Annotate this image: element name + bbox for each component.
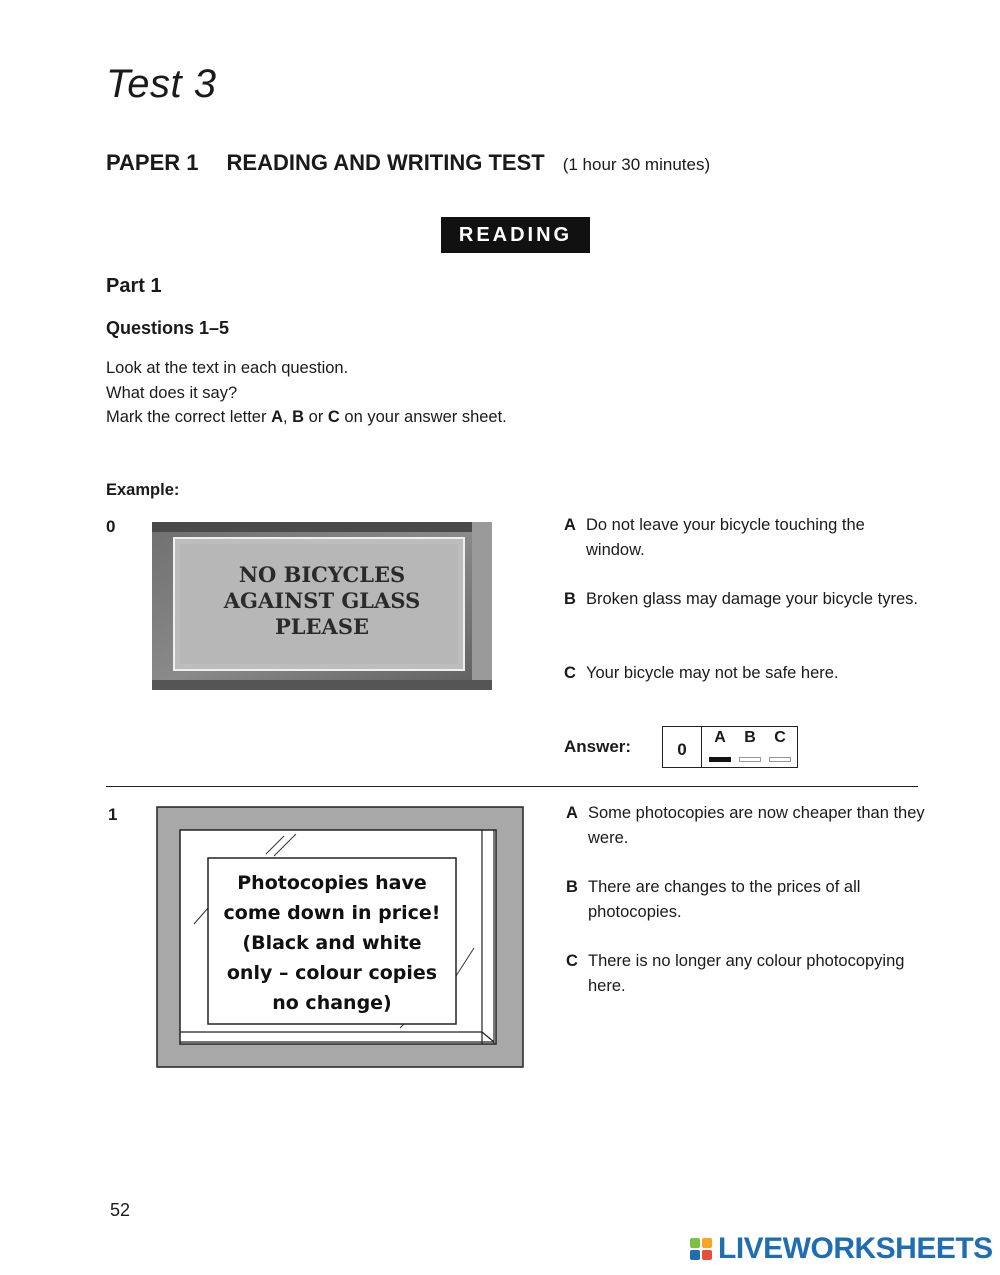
sign-line-3: PLEASE [274, 614, 370, 639]
question-1-number: 1 [108, 805, 118, 824]
question-1-notice-text [208, 868, 456, 1018]
paper-heading [106, 150, 710, 176]
instruction-line-2: What does it say? [106, 383, 238, 402]
answer-letter-b: B [744, 729, 756, 746]
section-divider [106, 786, 918, 787]
sign-line-1: NO BICYCLES [238, 562, 406, 587]
notice-line-3: (Black and white [242, 932, 422, 954]
answer-number: 0 [663, 727, 702, 767]
section-banner: READING [441, 217, 590, 253]
answer-letter-a: A [714, 729, 726, 746]
liveworksheets-brand[interactable] [690, 1232, 993, 1266]
notice-line-4: only – colour copies [226, 962, 438, 984]
answer-mark-a[interactable] [709, 757, 731, 762]
page-number: 52 [110, 1200, 131, 1220]
answer-label: Answer: [564, 737, 632, 756]
example-option-c: C Your bicycle may not be safe here. [564, 664, 839, 682]
answer-mark-c[interactable] [769, 757, 791, 762]
example-option-b: B Broken glass may damage your bicycle tyres. [564, 590, 918, 608]
question-1-option-b[interactable]: B There are changes to the prices of all photocopies. [566, 878, 861, 921]
instruction-line-3: Mark the correct letter A, B or C on your answer sheet. [106, 408, 507, 426]
example-label: Example: [106, 481, 180, 499]
questions-heading: Questions 1–5 [106, 318, 230, 338]
question-1-notice-picture [156, 806, 524, 1068]
example-option-a: A Do not leave your bicycle touching the window. [564, 516, 865, 559]
notice-line-2: come down in price! [223, 902, 441, 924]
notice-line-5: no change) [272, 992, 392, 1014]
example-sign-text [152, 562, 492, 640]
paper-duration: (1 hour 30 minutes) [562, 155, 711, 174]
part-heading: Part 1 [106, 275, 162, 297]
question-1-option-c[interactable]: C There is no longer any colour photocopying here. [566, 952, 905, 995]
brand-name: LIVEWORKSHEETS [718, 1232, 993, 1265]
logo-square-green [690, 1238, 700, 1248]
example-sign-photo [152, 522, 492, 690]
logo-square-orange [702, 1238, 712, 1248]
answer-mark-b[interactable] [739, 757, 761, 762]
paper-number: PAPER 1 [106, 150, 199, 175]
liveworksheets-logo-icon [690, 1238, 712, 1260]
logo-square-red [702, 1250, 712, 1260]
paper-name: READING AND WRITING TEST [226, 150, 545, 175]
example-number: 0 [106, 517, 116, 536]
sign-line-2: AGAINST GLASS [223, 588, 421, 613]
notice-line-1: Photocopies have [237, 872, 427, 894]
instructions [106, 356, 507, 430]
instruction-line-1: Look at the text in each question. [106, 359, 349, 377]
question-1-option-a[interactable]: A Some photocopies are now cheaper than they were. [566, 804, 925, 847]
answer-grid [662, 726, 798, 768]
logo-square-blue [690, 1250, 700, 1260]
test-title: Test 3 [106, 62, 217, 106]
answer-letter-c: C [774, 729, 786, 746]
